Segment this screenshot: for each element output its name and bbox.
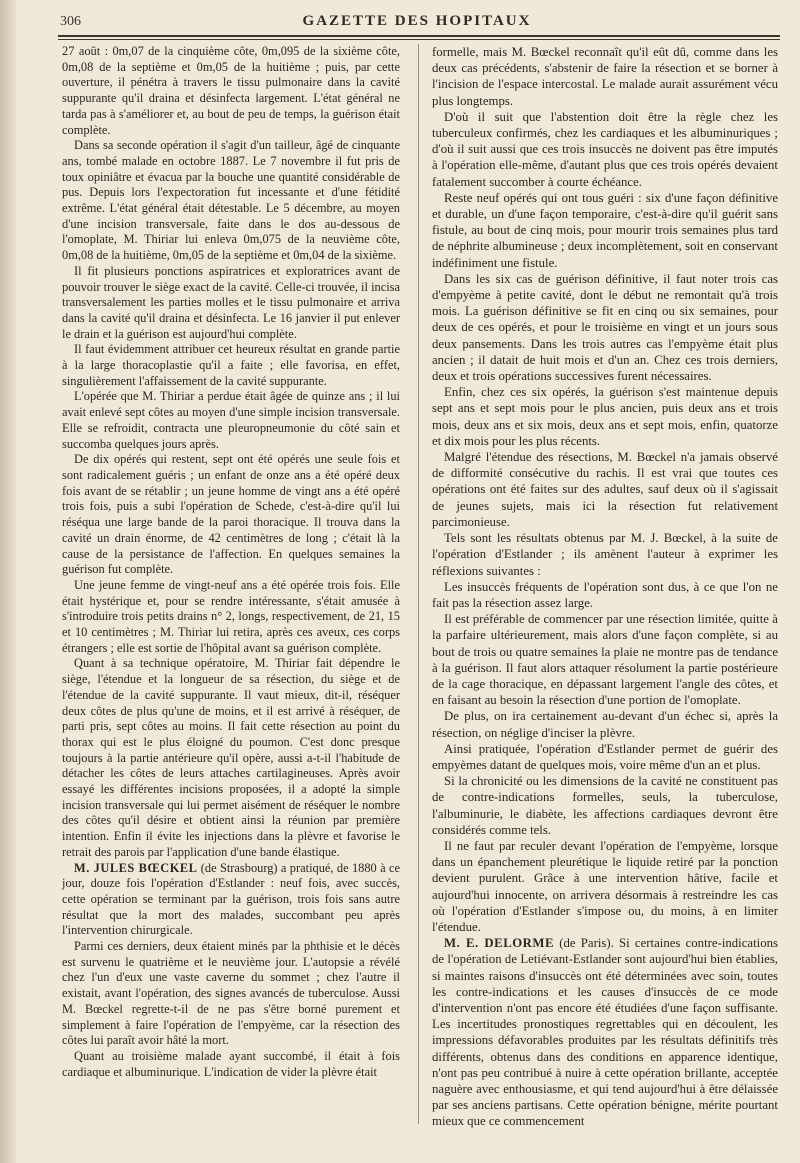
paragraph — [432, 109, 778, 190]
left-column — [62, 44, 400, 1080]
paragraph — [432, 44, 778, 109]
right-column — [432, 44, 778, 1130]
paragraph — [62, 342, 400, 389]
paragraph-text: Il est préférable de commencer par une résection limitée, quitte à la parfaire ultérieurement, mais alors d'une façon complète, si au bout de trois ou quatre semaines la plaie ne montre pas de tendance à la guérison. Il faut alors attaquer résolument la partie postérieure de la cage thoracique, en dépassant largement l'angle des côtes, et en faisant au besoin la résection d'une portion de l'omoplate. — [432, 612, 778, 708]
page-binding-edge — [0, 0, 16, 1163]
paragraph-text: Malgré l'étendue des résections, M. Bœckel n'a jamais observé de difformité consécutive du rachis. Il est vrai que toutes ces opérations ont été faites sur des adultes, sauf deux où il s'agissait de jeunes sujets, mais ici la résection fut relativement parcimonieuse. — [432, 450, 778, 529]
paragraph — [62, 861, 400, 940]
paragraph — [62, 656, 400, 860]
paragraph-text: D'où il suit que l'abstention doit être la règle chez les tuberculeux confirmés, chez les cardiaques et les albuminuriques ; d'où il suit aussi que ces trois insuccès ne doivent pas être imputés à l'opération elle-même, d'autant plus que ces trois opérés devaient fatalement succomber à courte échéance. — [432, 109, 778, 189]
paragraph-text: Tels sont les résultats obtenus par M. J. Bœckel, à la suite de l'opération d'Estlander ; ils amènent l'auteur à exprimer les réflexions suivantes : — [432, 531, 778, 578]
paragraph — [62, 452, 400, 578]
paragraph — [62, 389, 400, 452]
header-rule-thin — [58, 39, 780, 40]
paragraph — [432, 530, 778, 579]
speaker-name: M. E. DELORME — [444, 936, 555, 951]
paragraph — [62, 138, 400, 264]
paragraph-text: Enfin, chez ces six opérés, la guérison s'est maintenue depuis sept ans et sept mois pour le plus ancien, puis deux ans et trois mois, deux ans et six mois, deux ans et sept mois, enfin, quatorze et dix mois pour les plus récents. — [432, 385, 778, 448]
paragraph — [62, 264, 400, 343]
header-rule-thick — [58, 35, 780, 37]
paragraph-text: Il ne faut par reculer devant l'opération de l'empyème, lorsque dans un épanchement pleurétique le liquide retiré par la ponction devient purulent. Grâce à une intervention hâtive, facile et aujourd'hui innocente, on arrivera désormais à restreindre les cas où l'opération d'Estlander s'impose ou, du moins, à en limiter l'étendue. — [432, 838, 778, 934]
paragraph — [432, 838, 778, 935]
paragraph-text: formelle, mais M. Bœckel reconnaît qu'il eût dû, comme dans les deux cas précédents, s'abstenir de faire la résection et se borner à l'incision de l'espace intercostal. Le malade aurait assurément vécu plus longtemps. — [432, 45, 778, 108]
paragraph-text: Ainsi pratiquée, l'opération d'Estlander permet de guérir des empyèmes datant de quelques mois, voire même d'un an et plus. — [432, 741, 778, 772]
paragraph — [432, 271, 778, 384]
paragraph-text: Une jeune femme de vingt-neuf ans a été opérée trois fois. Elle était hystérique et, pour se rendre intéressante, s'était amusée à s'introduire trois petits drains n° 2, longs, respectivement, de 21, 15 et 10 centimètres ; M. Thiriar lui retira, après ces aveux, ces corps étrangers ; elle est sortie de l'hôpital avant sa guérison complète. — [62, 577, 400, 655]
paragraph — [62, 939, 400, 1049]
speaker-name: M. JULES BŒCKEL — [74, 860, 198, 875]
running-title: GAZETTE DES HOPITAUX — [302, 13, 532, 29]
paragraph — [432, 384, 778, 449]
column-divider — [418, 44, 419, 1124]
paragraph-text: Reste neuf opérés qui ont tous guéri : six d'une façon définitive et durable, un d'une façon temporaire, c'est-à-dire qu'il guérit sans fistule, au bout de cinq mois, pour mourir trois semaines plus tard de néphrite albumineuse ; deux incomplètement, soit en conservant indéfiniment une fistule. — [432, 190, 778, 270]
paragraph-text: (de Paris). Si certaines contre-indications de l'opération de Letiévant-Estlander sont aujourd'hui bien établies, si maintes raisons d'insuccès ont été déterminées avec soin, toutes les contre-indications et les causes d'insuccès de ce mode d'intervention n'ont pas encore été étudiées d'une façon suffisante. Les incertitudes pronostiques regrettables qui en découlent, les impressions défavorables produites par les résultats définitifs très différents, obtenus dans des conditions en apparence identique, n'ont pas peu contribué à nuire à cette opération brillante, acceptée naguère avec enthousiasme, et qui tend aujourd'hui à être délaissée par ses anciens partisans. Cette opération bénigne, mérite pourtant mieux que ce commencement — [432, 936, 778, 1129]
paragraph — [62, 44, 400, 138]
paragraph-text: Quant au troisième malade ayant succombé, il était à fois cardiaque et albuminurique. L'indication de vider la plèvre était — [62, 1049, 400, 1079]
paragraph — [62, 578, 400, 657]
paragraph — [432, 611, 778, 708]
paragraph-text: Il faut évidemment attribuer cet heureux résultat en grande partie à la large thoracoplastie qu'il a faite ; elle favorisa, en effet, singulièrement l'affaissement de la cavité suppurante. — [62, 342, 400, 388]
paragraph-text: (de Strasbourg) a pratiqué, de 1880 à ce jour, douze fois l'opération d'Estlander : neuf fois, avec succès, cette opération se terminant par la guérison, trois fois sans autre résultat que la mort des malades, succombant peu après l'intervention chirurgicale. — [62, 860, 400, 938]
paragraph-text: L'opérée que M. Thiriar a perdue était âgée de quinze ans ; il lui avait enlevé sept côtes au moyen d'une simple incision transversale. Elle se refroidit, contracta une pleuropneumonie du côté sain et succomba quelques jours après. — [62, 389, 400, 451]
paragraph — [432, 741, 778, 773]
paragraph-text: Parmi ces derniers, deux étaient minés par la phthisie et le décès est survenu le quatrième et le neuvième jour. L'autopsie a révélé chez l'un d'eux une vaste caverne du sommet ; chez l'autre il existait, avant l'opération, des signes avancés de tuberculose. Aussi M. Bœckel regrette-t-il de ne pas s'être borné purement et simplement à faire l'opération de l'empyème, car la résection des côtes lui paraît avoir hâté la mort. — [62, 939, 400, 1048]
paragraph-text: Si la chronicité ou les dimensions de la cavité ne constituent pas de contre-indications formelles, seuls, la tuberculose, l'albuminurie, le diabète, les affections cardiaques devront être considérés comme tels. — [432, 774, 778, 837]
paragraph-text: De dix opérés qui restent, sept ont été opérés une seule fois et sont radicalement guéris ; un enfant de onze ans a été opéré deux fois avant de se rétablir ; un jeune homme de vingt ans a été opéré trois fois, puis a subi l'opération de Schede, c'est-à-dire qu'il lui réséqua une large bande de la paroi thoracique. Il trouva dans la cavité un drain énorme, de 42 centimètres de long ; c'était là la cause de la persistance de l'affection. En quelques semaines la guérison fut complète. — [62, 452, 400, 577]
paragraph — [432, 708, 778, 740]
paragraph — [432, 773, 778, 838]
paragraph-text: Les insuccès fréquents de l'opération sont dus, à ce que l'on ne fait pas la résection assez large. — [432, 579, 778, 610]
paragraph-text: Il fit plusieurs ponctions aspiratrices et exploratrices avant de pouvoir trouver le siège exact de la cavité. Celle-ci trouvée, il incisa transversalement les parties molles et le tissu pulmonaire et arriva dans la cavité qu'il draina et désinfecta. Le 16 janvier il put enlever le drain et la guérison est aujourd'hui complète. — [62, 263, 400, 341]
paragraph — [432, 449, 778, 530]
paragraph-text: De plus, on ira certainement au-devant d'un échec si, après la résection, on néglige d'inciser la plèvre. — [432, 709, 778, 740]
paragraph-text: Dans les six cas de guérison définitive, il faut noter trois cas d'empyème à petite cavité, dont le début ne remontait qu'à trois mois. La guérison définitive se fit en cinq ou six semaines, pour deux de ces opérés, et pour le troisième en vingt et un jours sous deux pansements. Dans les trois autres cas l'empyème était plus ancien ; il datait de huit mois et d'un an. Chez ces trois derniers, deux et trois opérations successives furent nécessaires. — [432, 271, 778, 384]
paragraph — [432, 190, 778, 271]
paragraph — [432, 579, 778, 611]
paragraph-text: Quant à sa technique opératoire, M. Thiriar fait dépendre le siège, l'étendue et la longueur de sa résection, du siège et de l'étendue de la cavité suppurante. Il vaut mieux, dit-il, réséquer deux côtes de plus qu'une de moins, et il est arrivé à réséquer, de parti pris, sept côtes au moins. Il fait cette résection au point du thorax qui est le plus éloigné du poumon. C'est donc presque toujours à la partie antérieure qu'il opère, aussi a-t-il l'habitude de détacher les côtes de leurs attaches cartilagineuses. Après avoir essayé les différentes incisions proposées, il a adopté la simple incision transversale qui lui permet aisément de réséquer le nombre des côtes qu'il désire et obtient ainsi la réunion par première intention. Enfin il évite les injections dans la plèvre et favorise le retrait des parois par l'application d'une bande élastique. — [62, 656, 400, 859]
paragraph-text: 27 août : 0m,07 de la cinquième côte, 0m,095 de la sixième côte, 0m,08 de la septième et 0m,05 de la huitième ; puis, par cette ouverture, il pénétra à travers le tissu pulmonaire dans la cavité suppurante qu'il draina et désinfecta largement. L'état général ne tarda pas à s'améliorer et, au bout de peu de temps, la guérison était complète. — [62, 44, 400, 137]
paragraph-text: Dans sa seconde opération il s'agit d'un tailleur, âgé de cinquante ans, tombé malade en octobre 1887. Le 7 novembre il fut pris de toux opiniâtre et évacua par la bouche une quantité considérable de pus. Depuis lors l'expectoration fut incessante et d'une fétidité extrême. L'état général était détestable. Le 5 décembre, au moyen d'une incision transversale, faite dans le dos au-dessous de l'omoplate, M. Thiriar lui enleva 0m,075 de la neuvième côte, 0m,08 de la huitième, 0m,05 de la septième et 0m,04 de la sixième. — [62, 138, 400, 263]
paragraph — [432, 935, 778, 1129]
paragraph — [62, 1049, 400, 1080]
page-number: 306 — [60, 14, 81, 29]
page-header — [52, 12, 782, 34]
